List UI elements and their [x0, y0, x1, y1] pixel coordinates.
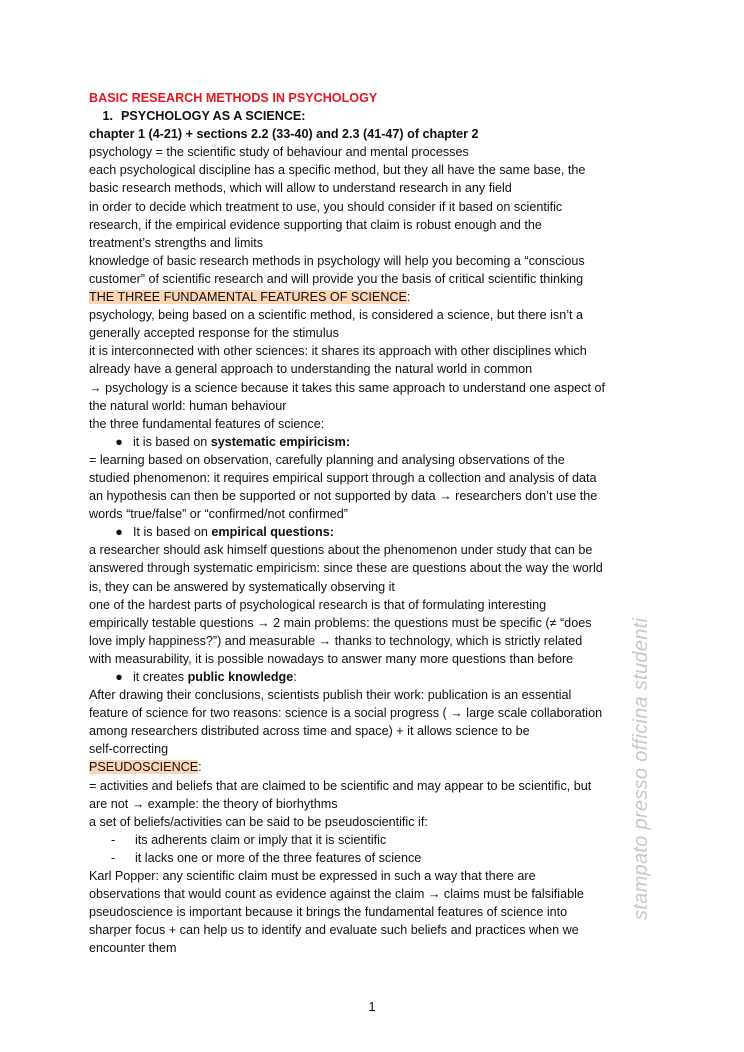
bullet-bold: public knowledge	[187, 670, 294, 684]
text-line: the natural world: human behaviour	[89, 398, 287, 413]
bullet-item	[89, 433, 659, 451]
text-line: research, if the empirical evidence supporting that claim is robust enough and the	[89, 217, 542, 232]
heading-colon: :	[198, 760, 202, 775]
text-line: studied phenomenon: it requires empirical support through a collection and analysis of data	[89, 470, 597, 485]
text-line: generally accepted response for the stimulus	[89, 326, 339, 341]
text-line: Karl Popper: any scientific claim must be expressed in such a way that there are	[89, 869, 536, 884]
chapter-reference: chapter 1 (4-21) + sections 2.2 (33-40) and 2.3 (41-47) of chapter 2	[89, 127, 479, 142]
document-body	[89, 89, 659, 958]
text-line: pseudoscience is important because it brings the fundamental features of science into	[89, 905, 568, 920]
text-line: the three fundamental features of science:	[89, 416, 325, 431]
watermark: stampato presso officina studenti	[630, 617, 652, 920]
bullet-colon: :	[293, 670, 297, 684]
text-line: = learning based on observation, carefully planning and analysing observations of the	[89, 452, 565, 467]
text-line: with measurability, it is possible nowadays to answer many more questions than before	[89, 651, 574, 666]
dash-text: its adherents claim or imply that it is scientific	[135, 832, 387, 847]
document-title: BASIC RESEARCH METHODS IN PSYCHOLOGY	[89, 91, 378, 105]
text-line: feature of science for two reasons: science is a social progress ( → large scale collaboration	[89, 706, 603, 721]
text-line: is, they can be answered by systematically observing it	[89, 579, 395, 594]
text-line: a researcher should ask himself questions about the phenomenon under study that can be	[89, 543, 593, 558]
text-line: psychology, being based on a scientific method, is considered a science, but there isn’t a	[89, 308, 584, 323]
text-line: each psychological discipline has a specific method, but they all have the same base, the	[89, 163, 586, 178]
text-line: basic research methods, which will allow to understand research in any field	[89, 181, 512, 196]
bullet-item	[89, 523, 659, 541]
dash-text: it lacks one or more of the three features of science	[135, 850, 422, 865]
highlighted-heading	[89, 288, 659, 306]
highlighted-heading	[89, 758, 659, 776]
text-line: treatment’s strengths and limits	[89, 235, 264, 250]
bullet-bold: empirical questions:	[211, 525, 334, 540]
section-heading	[89, 107, 659, 125]
text-line: it is interconnected with other sciences: it shares its approach with other disciplines which	[89, 344, 587, 359]
text-line: are not → example: the theory of biorhythms	[89, 796, 338, 811]
heading-pseudoscience: PSEUDOSCIENCE	[89, 760, 199, 775]
bullet-text: it is based on	[133, 434, 211, 449]
text-line: self-correcting	[89, 742, 169, 757]
text-line: → psychology is a science because it takes this same approach to understand one aspect of	[89, 380, 605, 395]
text-line: love imply happiness?”) and measurable → thanks to technology, which is strictly related	[89, 633, 583, 648]
text-line: answered through systematic empiricism: since these are questions about the way the world	[89, 561, 603, 576]
bullet-text: it creates	[133, 670, 188, 684]
bullet-text: It is based on	[133, 525, 212, 540]
text-line: an hypothesis can then be supported or not supported by data → researchers don’t use the	[89, 489, 598, 504]
text-line: After drawing their conclusions, scientists publish their work: publication is an essential	[89, 688, 572, 703]
text-line: = activities and beliefs that are claimed to be scientific and may appear to be scientific, but	[89, 778, 592, 793]
dash-marker: -	[111, 850, 116, 865]
text-line: customer” of scientific research and will provide you the basis of critical scientific thinking	[89, 271, 584, 286]
bullet-icon: ●	[115, 434, 123, 449]
text-line: one of the hardest parts of psychological research is that of formulating interesting	[89, 597, 547, 612]
text-line: knowledge of basic research methods in psychology will help you becoming a “conscious	[89, 253, 585, 268]
page-number: 1	[368, 1000, 376, 1014]
dash-item	[89, 849, 659, 867]
section-number: 1.	[102, 109, 113, 124]
text-line: empirically testable questions → 2 main problems: the questions must be specific (≠ “does	[89, 615, 592, 630]
text-line: sharper focus + can help us to identify and evaluate such beliefs and practices when we	[89, 923, 579, 938]
heading-features: THE THREE FUNDAMENTAL FEATURES OF SCIENCE	[89, 290, 407, 305]
text-line: words “true/false” or “confirmed/not confirmed”	[89, 507, 348, 522]
heading-colon: :	[406, 290, 411, 305]
text-line: among researchers distributed across time and space) + it allows science to be	[89, 724, 530, 739]
text-line: psychology = the scientific study of behaviour and mental processes	[89, 145, 469, 160]
text-line: already have a general approach to understanding the natural world in common	[89, 362, 533, 377]
bullet-icon: ●	[115, 670, 123, 684]
text-line: in order to decide which treatment to use, you should consider if it based on scientific	[89, 199, 563, 214]
dash-marker: -	[111, 832, 116, 847]
dash-item	[89, 831, 659, 849]
bullet-icon: ●	[115, 525, 123, 540]
text-line: a set of beliefs/activities can be said to be pseudoscientific if:	[89, 814, 428, 829]
text-line: encounter them	[89, 941, 177, 956]
text-line: observations that would count as evidence against the claim → claims must be falsifiable	[89, 887, 584, 902]
bullet-bold: systematic empiricism:	[210, 434, 351, 449]
bullet-item	[89, 668, 659, 686]
section-title: PSYCHOLOGY AS A SCIENCE:	[121, 109, 306, 124]
